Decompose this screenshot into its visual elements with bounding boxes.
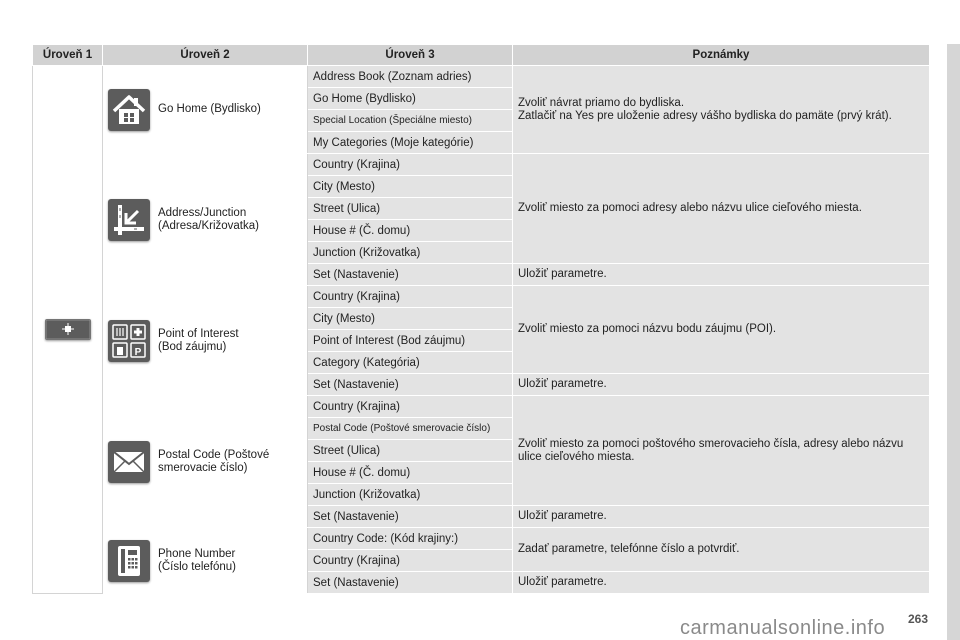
level-2-icon-cell [103,396,153,528]
level-2-label [153,286,308,396]
level-2-label-line: (Číslo telefónu) [158,560,236,573]
level-2-icon-cell [103,528,153,594]
level-3-item: Country (Krajina) [308,154,513,176]
header-level-3: Úroveň 3 [308,45,513,66]
level-3-item: Category (Kategória) [308,352,513,374]
phone-icon [108,540,150,582]
table-row [33,286,930,308]
level-2-label-line: Phone Number [158,547,236,560]
table-row [33,396,930,418]
level-3-item: Postal Code (Poštové smerovacie číslo) [308,418,513,440]
note-text: Zvoliť návrat priamo do bydliska. [518,96,685,109]
level-3-item: Country (Krajina) [308,550,513,572]
header-level-2: Úroveň 2 [103,45,308,66]
level-3-item: Point of Interest (Bod záujmu) [308,330,513,352]
note-cell: Zvoliť miesto za pomoci adresy alebo názvu ulice cieľového miesta. [513,154,930,264]
note-cell [513,66,930,154]
home-icon [108,89,150,131]
level-3-item: City (Mesto) [308,176,513,198]
page-number: 263 [908,612,929,626]
level-2-label-line: Point of Interest [158,327,239,340]
note-cell: Zvoliť miesto za pomoci názvu bodu záujmu (POI). [513,286,930,374]
point-of-interest-icon [108,320,150,362]
level-3-item: Set (Nastavenie) [308,572,513,594]
level-3-item: My Categories (Moje kategórie) [308,132,513,154]
level-1-cell [33,66,103,594]
header-notes: Poznámky [513,45,930,66]
level-3-item: Go Home (Bydlisko) [308,88,513,110]
page-edge-bar [947,44,960,640]
level-3-item: City (Mesto) [308,308,513,330]
note-cell: Uložiť parametre. [513,264,930,286]
level-3-item: Country (Krajina) [308,286,513,308]
note-cell: Uložiť parametre. [513,572,930,594]
level-3-item: Set (Nastavenie) [308,374,513,396]
table-row [33,528,930,550]
table-row [33,66,930,88]
note-cell: Zadať parametre, telefónne číslo a potvrdiť. [513,528,930,572]
level-3-item: Junction (Križovatka) [308,242,513,264]
level-3-item: Special Location (Špeciálne miesto) [308,110,513,132]
address-junction-icon [108,199,150,241]
note-text: Zatlačiť na Yes pre uloženie adresy vášho bydliska do pamäte (prvý krát). [518,109,892,122]
level-3-item: Country (Krajina) [308,396,513,418]
level-2-icon-cell [103,286,153,396]
header-level-1: Úroveň 1 [33,45,103,66]
level-2-label: Address/Junction (Adresa/Križovatka) [153,154,308,286]
level-3-item: Set (Nastavenie) [308,506,513,528]
level-3-item: Junction (Križovatka) [308,484,513,506]
note-cell: Zvoliť miesto za pomoci poštového smerovacieho čísla, adresy alebo názvu ulice cieľového miesta. [513,396,930,506]
navigation-menu-table [32,44,930,594]
level-2-label: Go Home (Bydlisko) [153,66,308,154]
level-3-item: Street (Ulica) [308,440,513,462]
level-3-item: Street (Ulica) [308,198,513,220]
level-2-label: Postal Code (Poštové smerovacie číslo) [153,396,308,528]
table-row [33,154,930,176]
level-2-icon-cell [103,66,153,154]
level-3-item: House # (Č. domu) [308,462,513,484]
svg-text:P: P [134,346,142,358]
level-3-item: House # (Č. domu) [308,220,513,242]
level-3-item: Address Book (Zoznam adries) [308,66,513,88]
level-2-label [153,528,308,594]
level-2-icon-cell [103,154,153,286]
envelope-icon [108,441,150,483]
level-2-label-line: (Bod záujmu) [158,340,227,353]
navigation-menu-button-icon [45,319,91,340]
watermark: carmanualsonline.info [680,617,886,639]
table-header-row [33,45,930,66]
level-3-item: Country Code: (Kód krajiny:) [308,528,513,550]
level-3-item: Set (Nastavenie) [308,264,513,286]
note-cell: Uložiť parametre. [513,506,930,528]
note-cell: Uložiť parametre. [513,374,930,396]
